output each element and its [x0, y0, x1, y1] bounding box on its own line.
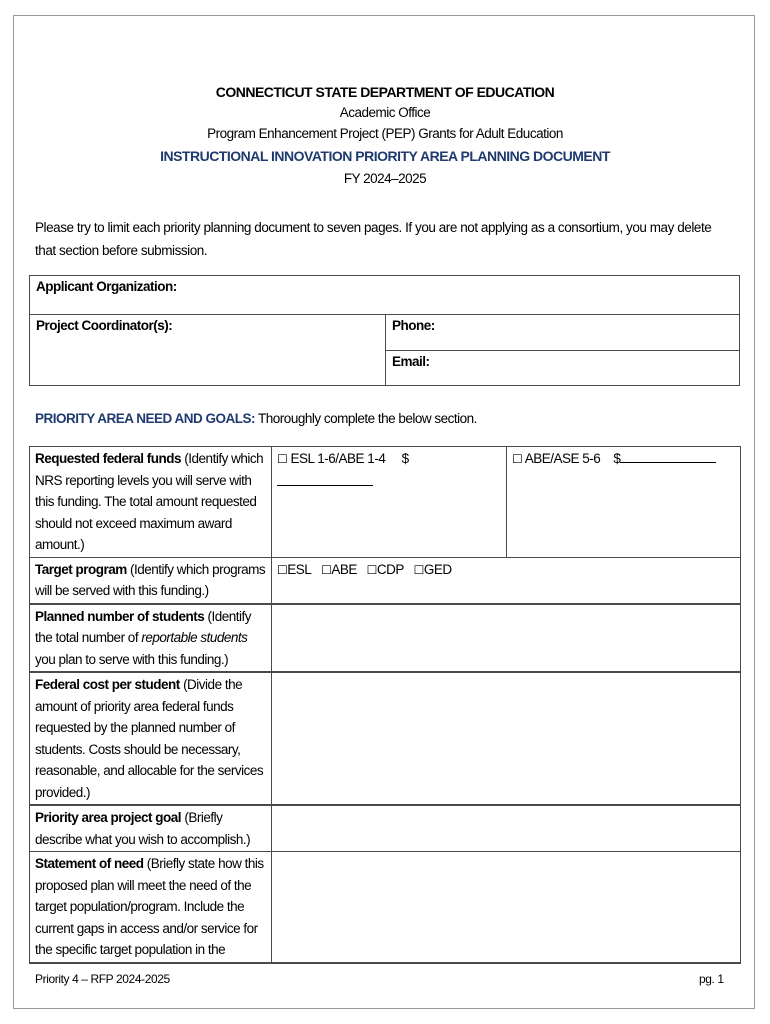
planned-students-answer[interactable]: [272, 604, 741, 673]
phone-label: Phone:: [392, 318, 435, 333]
table-row: [30, 447, 741, 558]
footer-page-number: pg. 1: [699, 972, 724, 986]
project-coordinator-cell[interactable]: [30, 315, 386, 386]
cost-per-student-desc: (Divide the amount of priority area federal funds requested by the planned number of students. Costs should be necessary, reasonable, and allocable for the services provided.): [35, 677, 264, 800]
table-row: [30, 557, 741, 604]
planned-students-label: Planned number of students: [35, 608, 205, 624]
applicant-organization-cell[interactable]: [30, 276, 740, 315]
section-heading-title: PRIORITY AREA NEED AND GOALS:: [35, 411, 256, 426]
esl-checkbox[interactable]: ☐: [277, 562, 288, 577]
abe-checkbox[interactable]: ☐: [321, 562, 332, 577]
cost-per-student-answer[interactable]: [272, 672, 741, 805]
section-heading: [35, 411, 477, 426]
target-program-options: [272, 557, 741, 604]
requested-funds-desc: (Identify which NRS reporting levels you will serve with this funding. The total amount requested should not exceed maximum award amount.): [35, 451, 264, 552]
project-goal-desc: (Briefly describe what you wish to accomplish.): [35, 810, 251, 847]
target-program-question: [30, 557, 272, 604]
statement-of-need-label: Statement of need: [35, 856, 144, 871]
project-name: Program Enhancement Project (PEP) Grants for Adult Education: [207, 126, 563, 141]
cdp-checkbox[interactable]: ☐: [366, 562, 377, 577]
target-program-label: Target program: [35, 561, 127, 577]
table-row: [30, 672, 741, 805]
planned-students-desc-a: (Identify the total number of: [35, 608, 252, 645]
document-title: INSTRUCTIONAL INNOVATION PRIORITY AREA PLANNING DOCUMENT: [160, 148, 610, 164]
cost-per-student-question: [30, 672, 272, 805]
intro-paragraph: Please try to limit each priority planning document to seven pages. If you are not applying as a consortium, you may delete that section before submission.: [35, 220, 712, 258]
target-program-desc: (Identify which programs will be served with this funding.): [35, 561, 266, 598]
applicant-info-table: [29, 275, 740, 386]
project-coordinator-label: Project Coordinator(s):: [36, 318, 173, 333]
department-title: CONNECTICUT STATE DEPARTMENT OF EDUCATION: [215, 84, 555, 100]
abe-ase-amount-field[interactable]: [620, 450, 716, 463]
project-goal-question: [30, 805, 272, 852]
esl-abe-option-label: ESL 1-6/ABE 1-4: [287, 451, 386, 466]
phone-cell[interactable]: [386, 315, 740, 351]
need-goals-table: [29, 446, 741, 964]
statement-of-need-desc: (Briefly state how this proposed plan will meet the need of the target population/program. Include the current gaps in access and/or service for the specific target population in the: [35, 856, 264, 957]
table-row: [30, 805, 741, 852]
planned-students-desc-b: you plan to serve with this funding.): [35, 651, 229, 667]
esl-abe-funds-cell: [272, 447, 507, 558]
email-cell[interactable]: [386, 351, 740, 386]
table-row: [30, 604, 741, 673]
requested-funds-label: Requested federal funds: [35, 451, 182, 466]
esl-abe-currency: $: [401, 451, 409, 466]
section-heading-instruction: Thoroughly complete the below section.: [258, 411, 477, 426]
planned-students-question: [30, 604, 272, 673]
abe-ase-option-label: ABE/ASE 5-6: [522, 451, 601, 466]
applicant-organization-label: Applicant Organization:: [36, 279, 177, 294]
footer-document-id: Priority 4 – RFP 2024-2025: [35, 972, 170, 986]
table-row: [30, 852, 741, 963]
abe-ase-currency: $: [613, 451, 621, 466]
esl-abe-amount-field[interactable]: [277, 473, 373, 486]
ged-option-label: GED: [423, 561, 452, 577]
planned-students-desc-italic: reportable students: [141, 630, 248, 645]
abe-ase-funds-cell: [507, 447, 741, 558]
email-label: Email:: [392, 354, 430, 369]
fiscal-year: FY 2024–2025: [343, 171, 427, 186]
cost-per-student-label: Federal cost per student: [35, 677, 180, 692]
requested-funds-question: [30, 447, 272, 558]
abe-ase-checkbox[interactable]: ☐: [512, 452, 523, 466]
abe-option-label: ABE: [331, 561, 357, 577]
project-goal-label: Priority area project goal: [35, 810, 182, 825]
statement-of-need-question: [30, 852, 272, 963]
ged-checkbox[interactable]: ☐: [413, 562, 424, 577]
cdp-option-label: CDP: [376, 561, 404, 577]
project-goal-answer[interactable]: [272, 805, 741, 852]
statement-of-need-answer[interactable]: [272, 852, 741, 963]
esl-option-label: ESL: [287, 561, 312, 577]
esl-abe-checkbox[interactable]: ☐: [277, 452, 288, 466]
office-name: Academic Office: [339, 105, 431, 120]
